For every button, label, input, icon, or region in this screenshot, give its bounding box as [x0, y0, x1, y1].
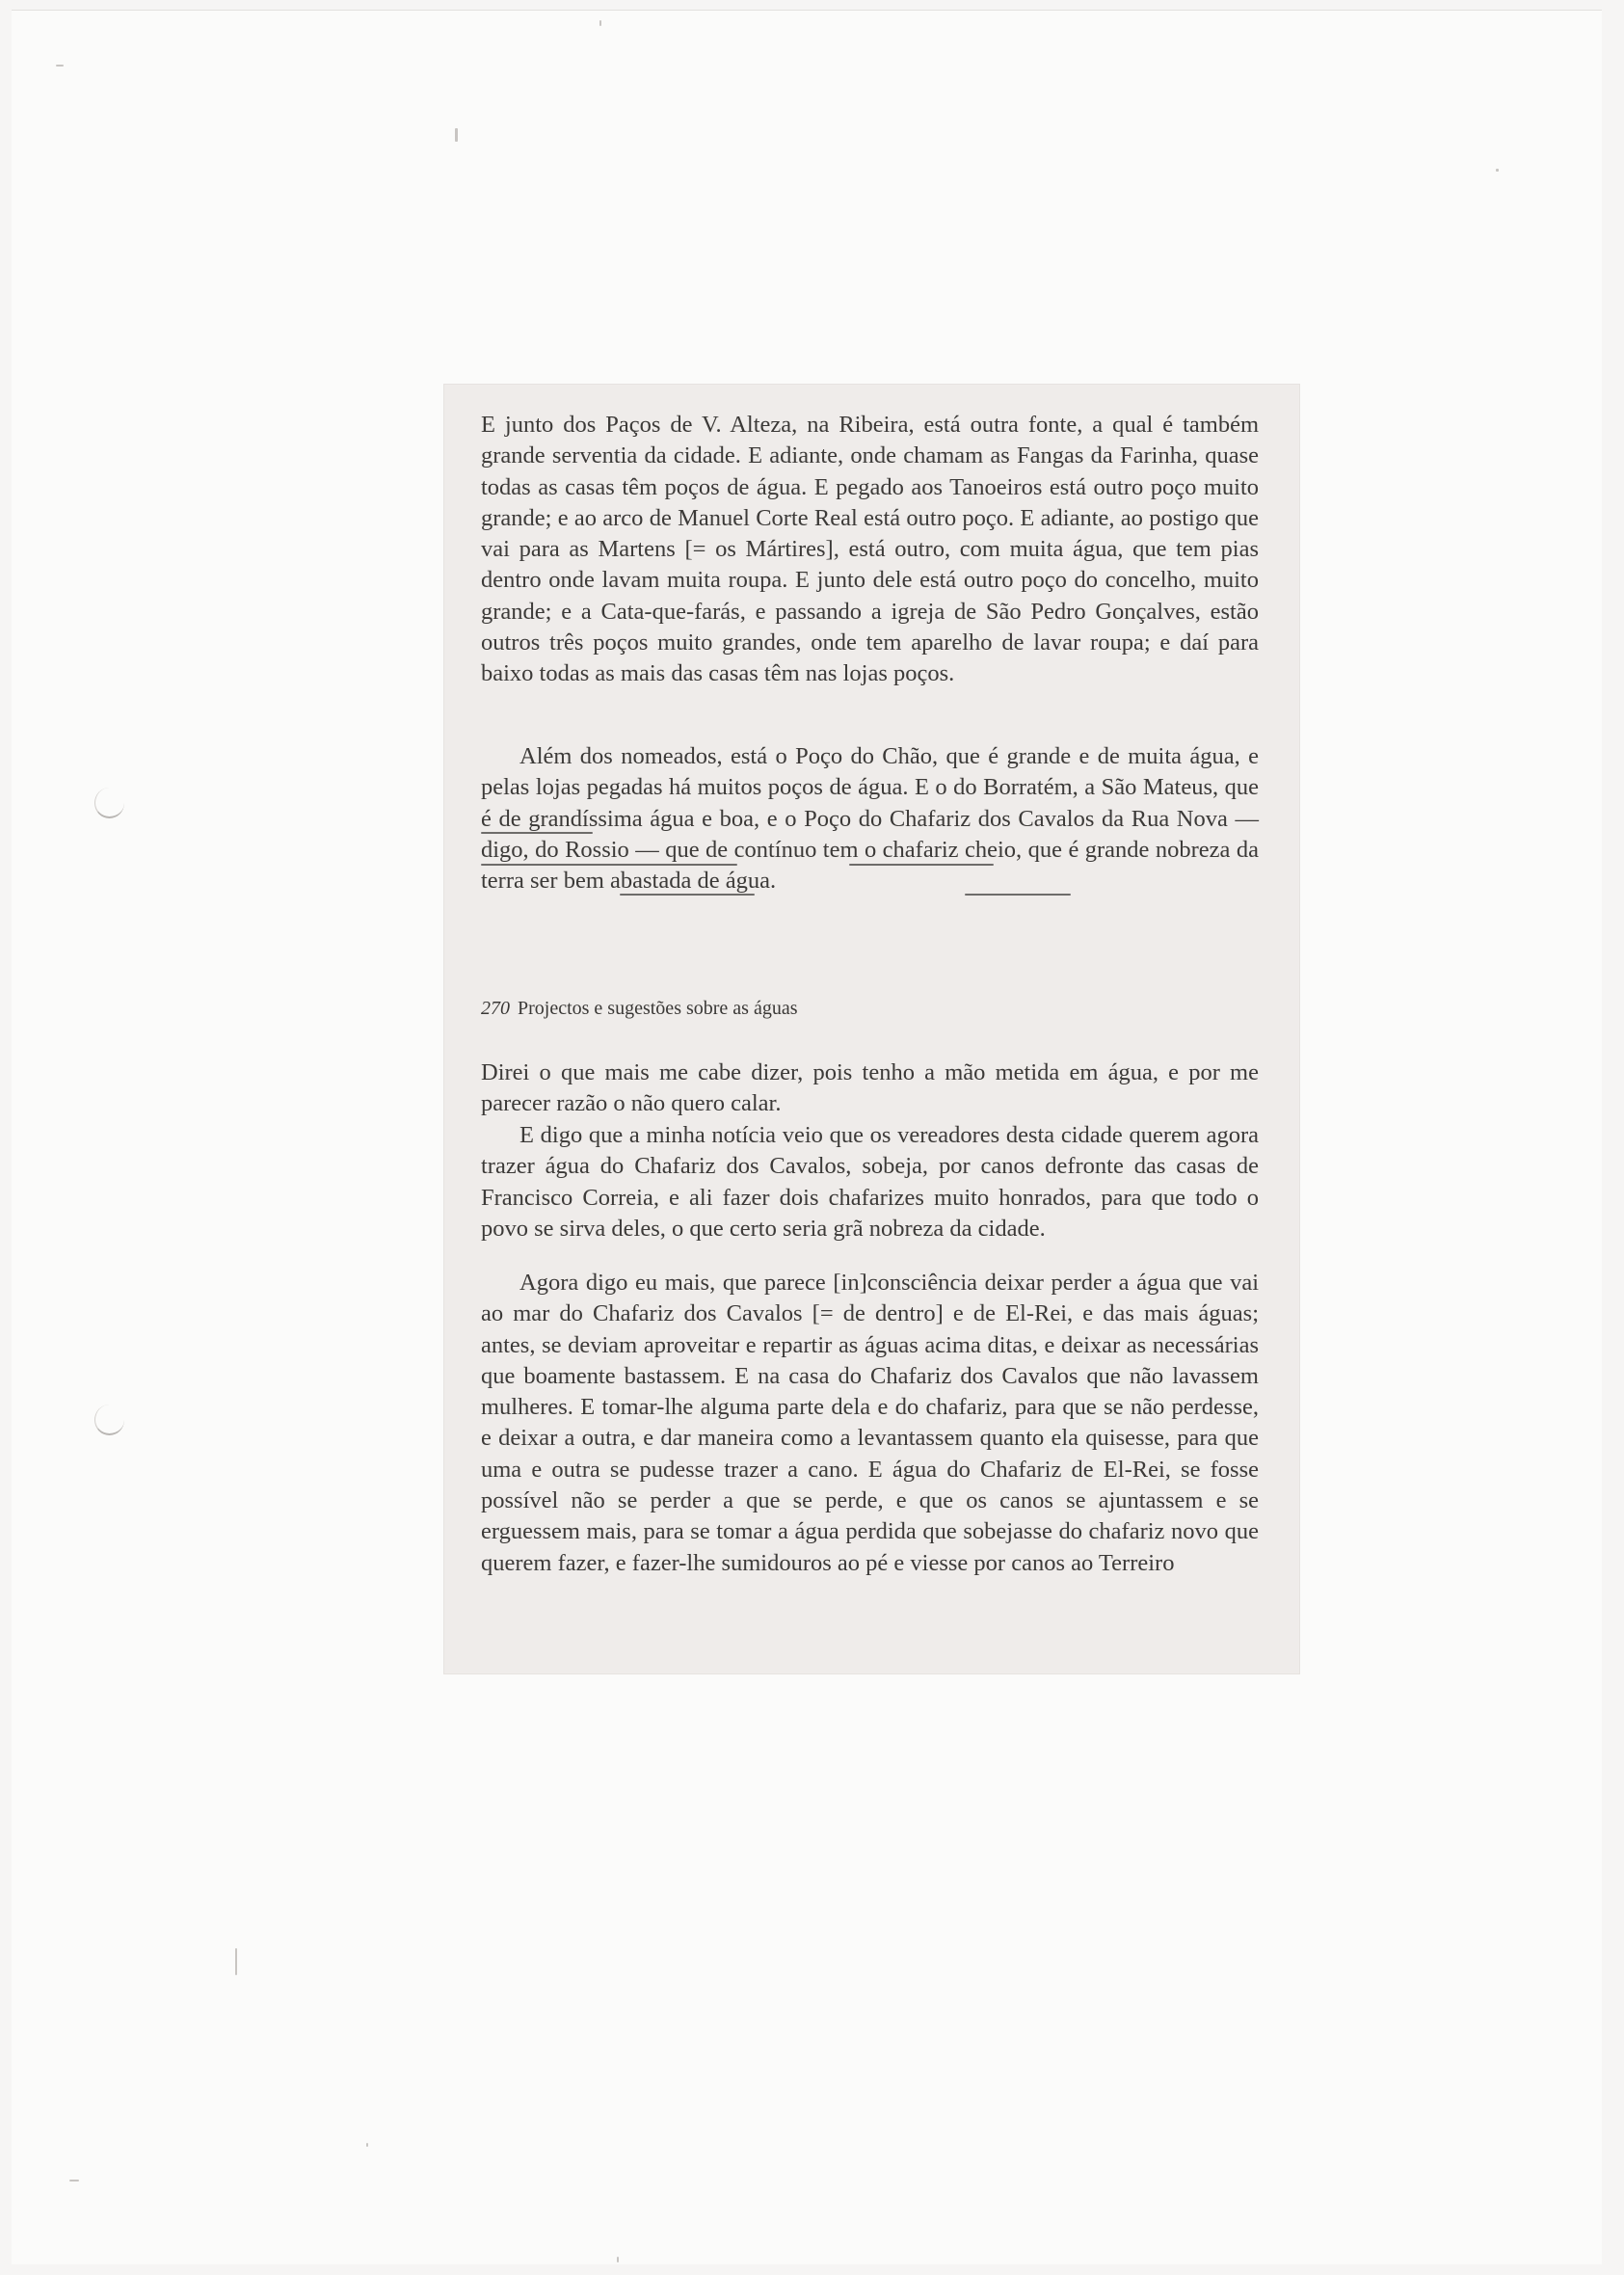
paragraph: [481, 741, 1259, 897]
scan-speck: [1496, 169, 1499, 172]
paragraph: Direi o que mais me cabe dizer, pois tenho a mão metida em água, e por me parecer razão o não quero calar.: [481, 1059, 1259, 1117]
handwritten-underline: [849, 864, 994, 866]
handwritten-underline: [965, 894, 1071, 896]
handwritten-underline: [481, 864, 737, 866]
paragraph: [481, 1120, 1259, 1245]
handwritten-underline: [481, 832, 593, 834]
scan-speck: [455, 128, 458, 142]
section-title: Projectos e sugestões sobre as águas: [518, 998, 798, 1019]
section-number: 270: [481, 998, 510, 1019]
scan-speck: [69, 2180, 79, 2181]
paragraph: [481, 1268, 1259, 1579]
punch-hole: [94, 788, 124, 818]
punch-hole: [94, 1405, 124, 1435]
scan-speck: [366, 2143, 368, 2147]
scan-speck: [617, 2257, 619, 2262]
scan-speck: [599, 20, 601, 26]
handwritten-underline: [620, 894, 755, 896]
paragraph: E junto dos Paços de V. Alteza, na Ribeira, está outra fonte, a qual é também grande serventia da cidade. E adiante, onde chamam as Fangas da Farinha, quase todas as casas têm poços de água. E pegado aos Tanoeiros está outro poço muito grande; e ao arco de Manuel Corte Real está outro poço. E adiante, ao postigo que vai para as Martens [= os Mártires], está outro, com muita água, que tem pias dentro onde lavam muita roupa. E junto dele está outro poço do concelho, muito grande; e a Cata-que-farás, e passando a igreja de São Pedro Gonçalves, estão outros três poços muito grandes, onde tem aparelho de lavar roupa; e daí para baixo todas as mais das casas têm nas lojas poços.: [481, 412, 1259, 687]
section-heading: [481, 998, 798, 1020]
paragraph-text: E digo que a minha notícia veio que os vereadores desta cidade querem agora trazer água do Chafariz dos Cavalos, sobeja, por canos defronte das casas de Francisco Correia, e ali fazer dois chafarizes muito honrados, para que todo o povo se sirva deles, o que certo seria grã nobreza da cidade.: [481, 1122, 1259, 1242]
paragraph-text: Além dos nomeados, está o Poço do Chão, que é grande e de muita água, e pelas lojas pegadas há muitos poços de água. E o do Borratém, a São Mateus, que é de grandíssima água e boa, e o Poço do Chafariz dos Cavalos da Rua Nova — digo, do Rossio — que de contínuo tem o chafariz cheio, que é grande nobreza da terra ser bem abastada de água.: [481, 743, 1259, 895]
scan-speck: [56, 65, 64, 67]
scan-speck: [235, 1948, 237, 1975]
book-page-clipping: [444, 385, 1299, 1673]
paragraph-text: Agora digo eu mais, que parece [in]consciência deixar perder a água que vai ao mar do Chafariz dos Cavalos [= de dentro] e de El-Rei, e das mais águas; antes, se deviam aproveitar e repartir as águas acima ditas, e deixar as necessárias que boamente bastassem. E na casa do Chafariz dos Cavalos que não lavassem mulheres. E tomar-lhe alguma parte dela e do chafariz, para que se não perdesse, e deixar a outra, e dar maneira como a levantassem quanto ela quisesse, para que uma e outra se pudesse trazer a cano. E água do Chafariz de El-Rei, se fosse possível não se perder a que se perde, e que os canos se ajuntassem e se erguessem mais, para se tomar a água perdida que sobejasse do chafariz novo que querem fazer, e fazer-lhe sumidouros ao pé e viesse por canos ao Terreiro: [481, 1270, 1259, 1576]
